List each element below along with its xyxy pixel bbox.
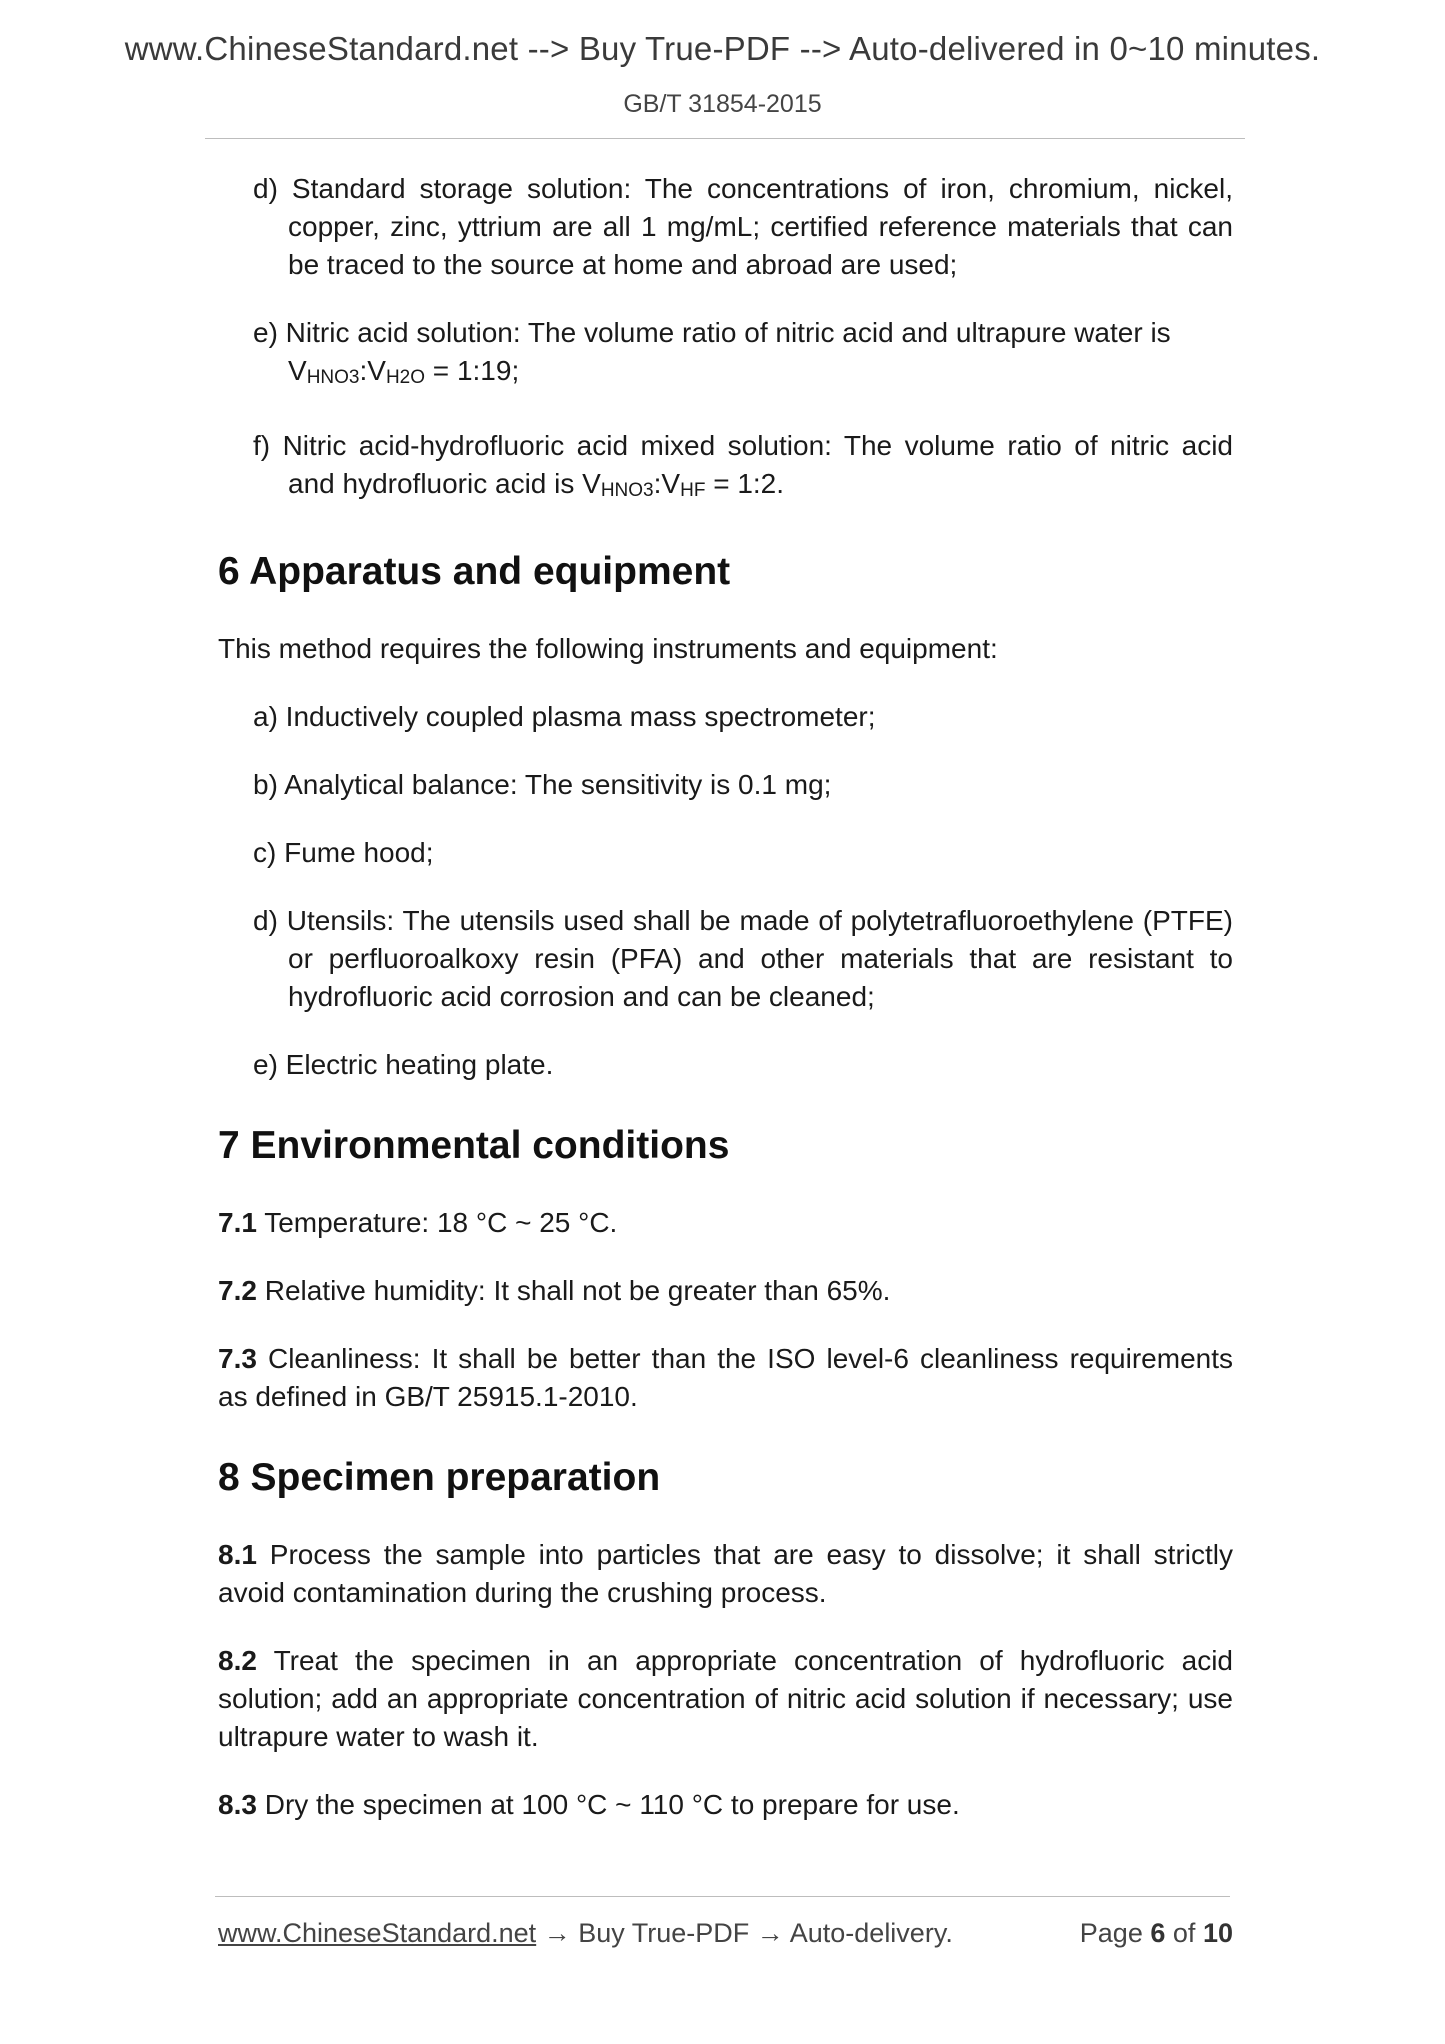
- reagent-f-colon: :V: [653, 468, 681, 499]
- clause-number: 7.3: [218, 1343, 257, 1374]
- apparatus-item: a) Inductively coupled plasma mass spectrometer;: [253, 701, 876, 732]
- apparatus-item: e) Electric heating plate.: [253, 1049, 554, 1080]
- page-footer: [218, 1918, 1233, 1949]
- reagent-e-sub-h2o: H2O: [385, 367, 426, 388]
- reagent-f-sub-hno3: HNO3: [600, 480, 654, 501]
- reagent-f-sub-hf: HF: [680, 480, 706, 501]
- section-8-heading: 8 Specimen preparation: [218, 1456, 661, 1499]
- footer-text: → Buy True-PDF → Auto-delivery.: [536, 1918, 953, 1948]
- of-label: of: [1172, 1918, 1196, 1948]
- apparatus-item: c) Fume hood;: [253, 837, 434, 868]
- reagent-f-text: f) Nitric acid-hydrofluoric acid mixed solution: The volume ratio of nitric acid and hydrofluoric acid is V: [253, 430, 1233, 499]
- footer-divider: [215, 1896, 1230, 1897]
- clause-text: Temperature: 18 °C ~ 25 °C.: [256, 1207, 618, 1238]
- section-6-intro: This method requires the following instruments and equipment:: [218, 633, 998, 664]
- footer-site-link[interactable]: www.ChineseStandard.net: [218, 1918, 537, 1948]
- clause-number: 7.1: [218, 1207, 257, 1238]
- clause-text: Cleanliness: It shall be better than the ISO level-6 cleanliness requirements as defined in GB/T 25915.1-2010.: [218, 1343, 1233, 1412]
- clause-number: 7.2: [218, 1275, 257, 1306]
- clause-number: 8.3: [218, 1789, 257, 1820]
- clause-text: Treat the specimen in an appropriate concentration of hydrofluoric acid solution; add an appropriate concentration of nitric acid solution if necessary; use ultrapure water to wash it.: [218, 1645, 1233, 1752]
- reagent-e-sub-hno3: HNO3: [306, 367, 360, 388]
- reagent-e: [253, 314, 1233, 397]
- clause-number: 8.1: [218, 1539, 257, 1570]
- clause-text: Dry the specimen at 100 °C ~ 110 °C to prepare for use.: [256, 1789, 960, 1820]
- apparatus-item: d) Utensils: The utensils used shall be made of polytetrafluoroethylene (PTFE) or perfluoroalkoxy resin (PFA) and other materials that are resistant to hydrofluoric acid corrosion and can be cleaned;: [253, 905, 1233, 1012]
- reagent-e-text: e) Nitric acid solution: The volume ratio of nitric acid and ultrapure water is: [253, 317, 1171, 348]
- page-number: 6: [1150, 1918, 1166, 1948]
- header-divider: [205, 138, 1245, 139]
- clause-text: Process the sample into particles that are easy to dissolve; it shall strictly avoid contamination during the crushing process.: [218, 1539, 1233, 1608]
- clause-text: Relative humidity: It shall not be greater than 65%.: [256, 1275, 891, 1306]
- page-total: 10: [1202, 1918, 1233, 1948]
- reagent-f-ratio: = 1:2.: [705, 468, 785, 499]
- clause-number: 8.2: [218, 1645, 257, 1676]
- clause-8-2: [218, 1642, 1233, 1756]
- document-id: GB/T 31854-2015: [623, 90, 822, 118]
- reagent-e-v: V: [288, 355, 307, 386]
- clause-7-1: [218, 1204, 1233, 1242]
- page-content: [218, 170, 1233, 1824]
- clause-8-3: [218, 1786, 1233, 1824]
- apparatus-item: b) Analytical balance: The sensitivity is 0.1 mg;: [253, 769, 832, 800]
- clause-7-3: [218, 1340, 1233, 1416]
- clause-8-1: [218, 1536, 1233, 1612]
- clause-7-2: [218, 1272, 1233, 1310]
- page-indicator: [1080, 1918, 1233, 1949]
- reagent-e-colon: :V: [359, 355, 386, 386]
- section-7-heading: 7 Environmental conditions: [218, 1124, 730, 1167]
- top-banner: www.ChineseStandard.net --> Buy True-PDF --> Auto-delivered in 0~10 minutes.: [124, 30, 1321, 67]
- reagent-e-ratio: = 1:19;: [425, 355, 520, 386]
- reagent-f: [253, 427, 1233, 510]
- reagent-d: d) Standard storage solution: The concentrations of iron, chromium, nickel, copper, zinc, yttrium are all 1 mg/mL; certified reference materials that can be traced to the source at home and abroad are used;: [253, 173, 1233, 280]
- section-6-heading: 6 Apparatus and equipment: [218, 550, 731, 593]
- page-label: Page: [1079, 1918, 1143, 1948]
